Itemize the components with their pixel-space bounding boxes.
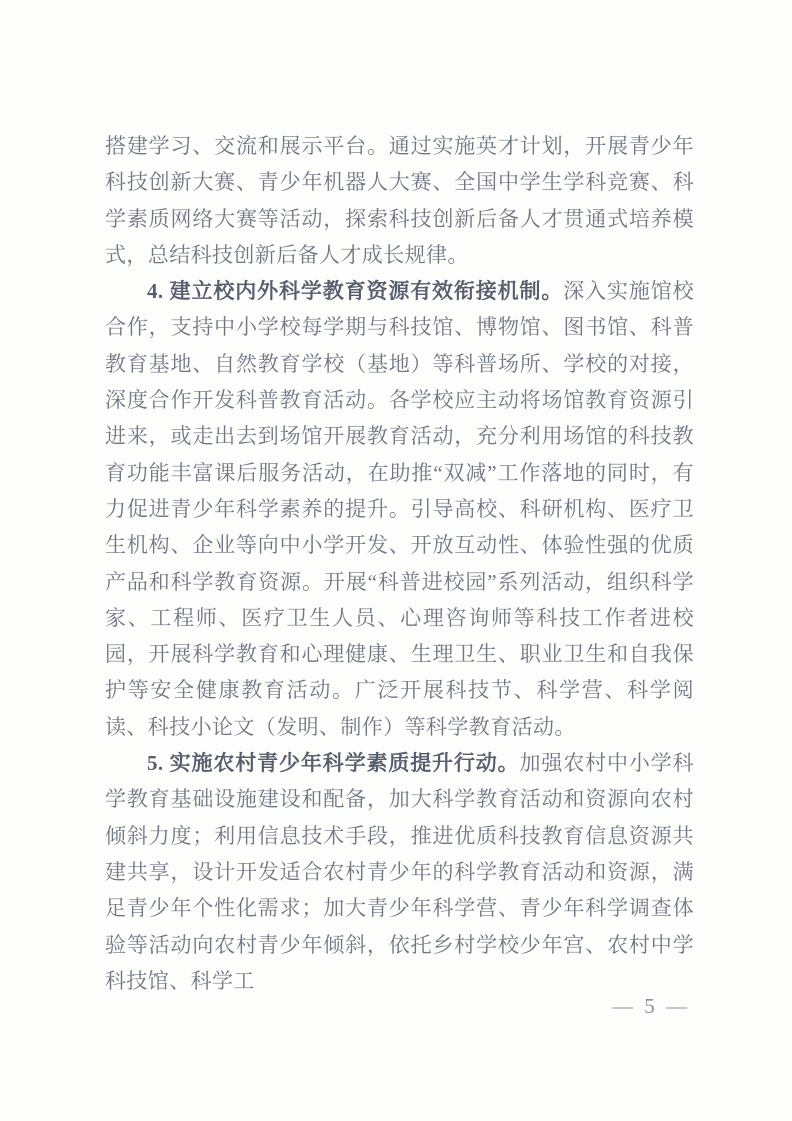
paragraph-continuation (105, 128, 694, 273)
paragraph-item-4-heading: 4. 建立校内外科学教育资源有效衔接机制。 (147, 279, 564, 304)
paragraph-item-5-heading: 5. 实施农村青少年科学素质提升行动。 (147, 751, 520, 776)
document-body (105, 128, 694, 999)
page-number: — 5 — (612, 994, 690, 1018)
paragraph-item-5 (105, 745, 694, 999)
paragraph-text: 深入实施馆校合作，支持中小学校每学期与科技馆、博物馆、图书馆、科普教育基地、自然教育学校（基地）等科普场所、学校的对接，深度合作开发科普教育活动。各学校应主动将场馆教育资源引进来，或走出去到场馆开展教育活动，充分利用场馆的科技教育功能丰富课后服务活动，在助推“双减”工作落地的同时，有力促进青少年科学素养的提升。引导高校、科研机构、医疗卫生机构、企业等向中小学开发、开放互动性、体验性强的优质产品和科学教育资源。开展“科普进校园”系列活动，组织科学家、工程师、医疗卫生人员、心理咨询师等科技工作者进校园，开展科学教育和心理健康、生理卫生、职业卫生和自我保护等安全健康教育活动。广泛开展科技节、科学营、科学阅读、科技小论文（发明、制作）等科学教育活动。 (105, 279, 694, 739)
paragraph-item-4 (105, 273, 694, 745)
paragraph-text: 加强农村中小学科学教育基础设施建设和配备，加大科学教育活动和资源向农村倾斜力度；利用信息技术手段，推进优质科技教育信息资源共建共享，设计开发适合农村青少年的科学教育活动和资源，满足青少年个性化需求；加大青少年科学营、青少年科学调查体验等活动向农村青少年倾斜，依托乡村学校少年宫、农村中学科技馆、科学工 (105, 751, 694, 993)
paragraph-text: 搭建学习、交流和展示平台。通过实施英才计划，开展青少年科技创新大赛、青少年机器人大赛、全国中学生学科竞赛、科学素质网络大赛等活动，探索科技创新后备人才贯通式培养模式，总结科技创新后备人才成长规律。 (105, 134, 694, 267)
